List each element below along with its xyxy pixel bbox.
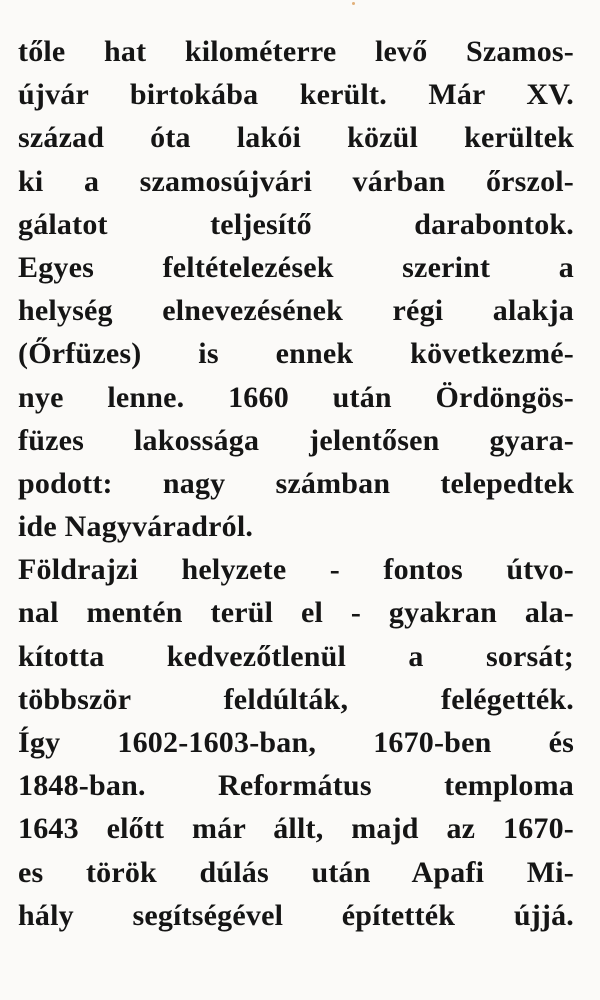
text-line: ide Nagyváradról. [18, 510, 254, 544]
text-line: Egyes feltételezések szerint a [18, 250, 574, 284]
text-line: 1848-ban. Református temploma [18, 769, 574, 803]
text-line: 1643 előtt már állt, majd az 1670- [18, 812, 574, 846]
text-line: Földrajzi helyzete - fontos útvo- [18, 553, 574, 587]
text-line: Így 1602-1603-ban, 1670-ben és [18, 726, 574, 759]
body-text [18, 30, 574, 937]
text-line: (Őrfüzes) is ennek következmé- [18, 337, 574, 371]
text-line: újvár birtokába került. Már XV. [18, 78, 574, 112]
text-line: hály segítségével építették újjá. [18, 898, 574, 932]
text-line: gálatot teljesítő darabontok. [18, 207, 574, 241]
text-line: es török dúlás után Apafi Mi- [18, 855, 574, 889]
text-line: füzes lakossága jelentősen gyara- [18, 423, 574, 457]
text-line: többször feldúlták, felégették. [18, 682, 574, 716]
text-line: tőle hat kilométerre levő Szamos- [18, 35, 574, 68]
text-line: nal mentén terül el - gyakran ala- [18, 596, 574, 630]
text-line: nye lenne. 1660 után Ördöngös- [18, 380, 574, 414]
text-line: helység elnevezésének régi alakja [18, 294, 574, 328]
speck-mark [352, 2, 355, 5]
text-line: podott: nagy számban telepedtek [18, 466, 574, 500]
text-line: század óta lakói közül kerültek [18, 121, 574, 155]
text-line: ki a szamosújvári várban őrszol- [18, 164, 574, 198]
text-line: kította kedvezőtlenül a sorsát; [18, 639, 574, 673]
